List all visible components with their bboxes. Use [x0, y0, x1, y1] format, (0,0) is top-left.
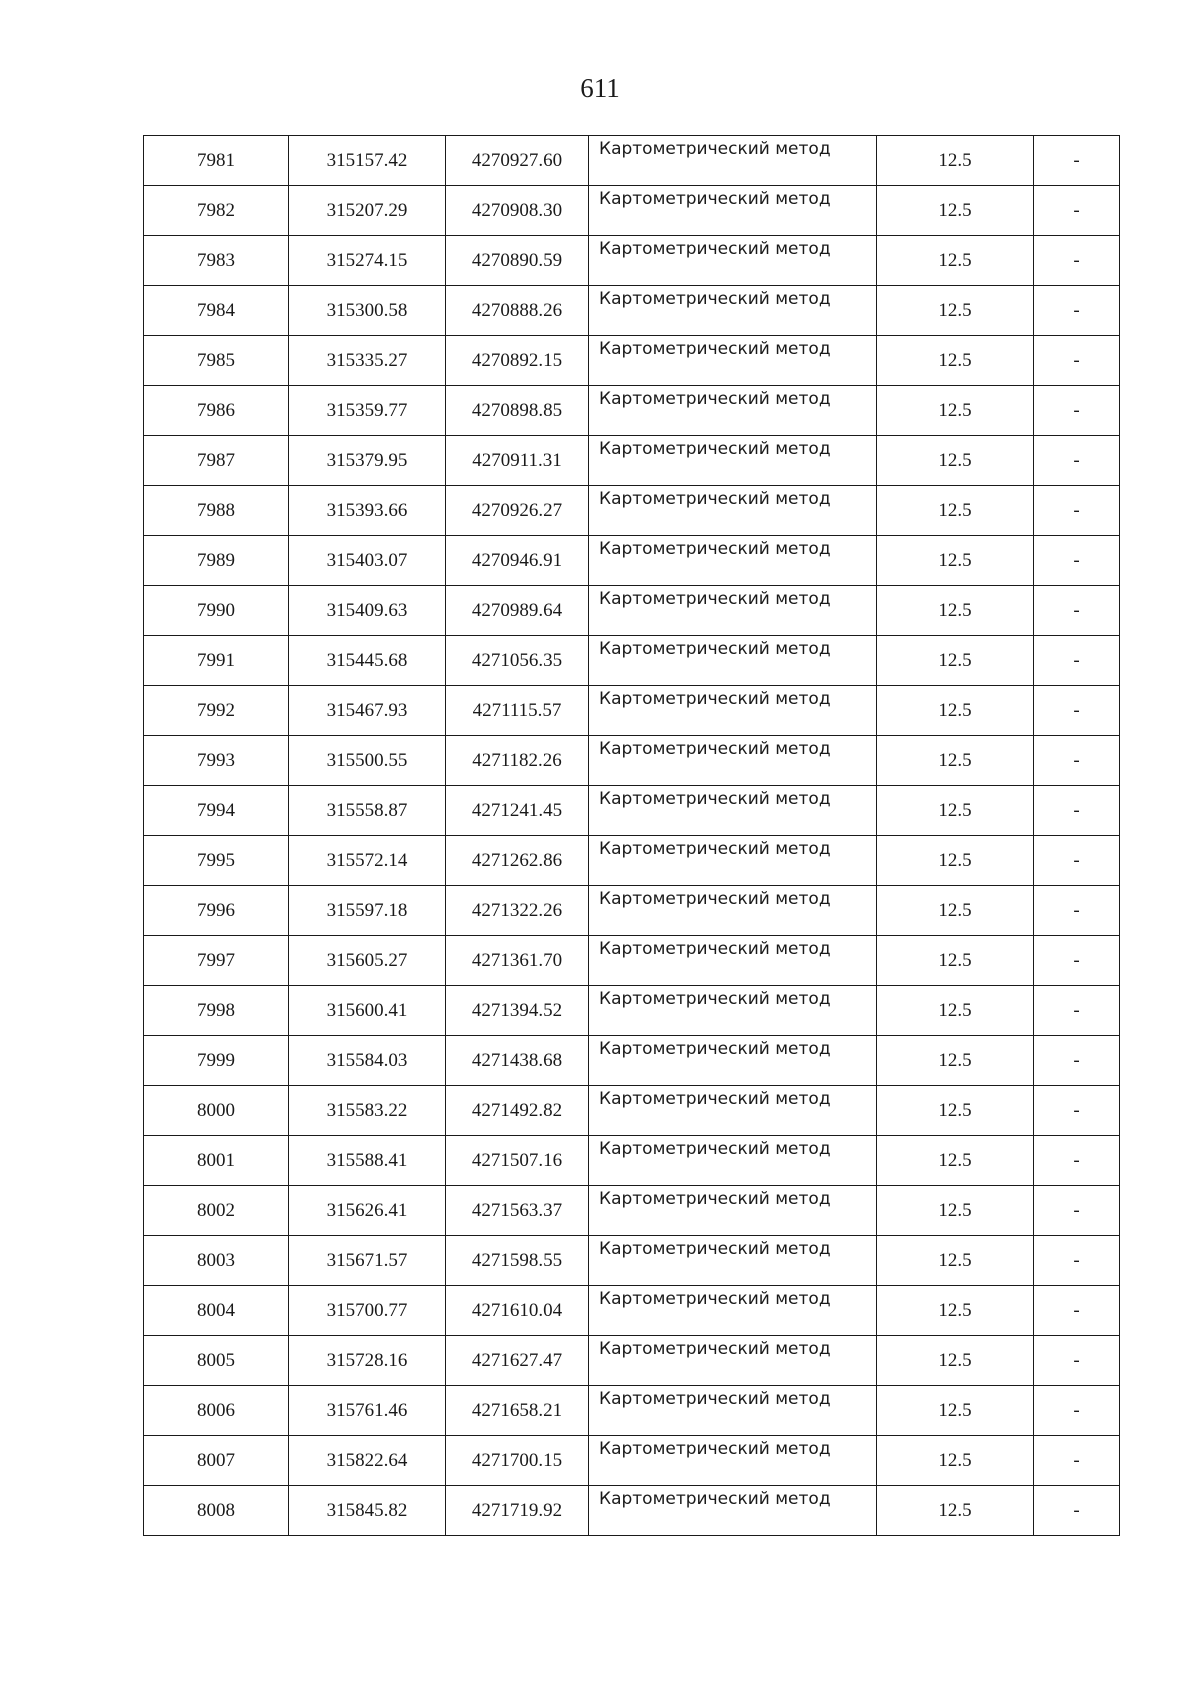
y-coordinate-cell: 4271262.86	[446, 836, 589, 886]
accuracy-cell: 12.5	[877, 536, 1034, 586]
table-row	[144, 336, 1120, 386]
note-cell: -	[1034, 986, 1120, 1036]
x-coordinate-cell: 315728.16	[289, 1336, 446, 1386]
point-number-cell: 8004	[144, 1286, 289, 1336]
point-number-cell: 8002	[144, 1186, 289, 1236]
y-coordinate-cell: 4270989.64	[446, 586, 589, 636]
y-coordinate-cell: 4270890.59	[446, 236, 589, 286]
y-coordinate-cell: 4271241.45	[446, 786, 589, 836]
method-cell: Картометрический метод	[589, 836, 877, 886]
x-coordinate-cell: 315403.07	[289, 536, 446, 586]
table-row	[144, 836, 1120, 886]
accuracy-cell: 12.5	[877, 436, 1034, 486]
method-cell: Картометрический метод	[589, 886, 877, 936]
point-number-cell: 7981	[144, 136, 289, 186]
point-number-cell: 7986	[144, 386, 289, 436]
table-row	[144, 136, 1120, 186]
accuracy-cell: 12.5	[877, 636, 1034, 686]
y-coordinate-cell: 4271322.26	[446, 886, 589, 936]
note-cell: -	[1034, 536, 1120, 586]
table-row	[144, 736, 1120, 786]
y-coordinate-cell: 4271115.57	[446, 686, 589, 736]
method-cell: Картометрический метод	[589, 736, 877, 786]
point-number-cell: 7990	[144, 586, 289, 636]
x-coordinate-cell: 315583.22	[289, 1086, 446, 1136]
y-coordinate-cell: 4271700.15	[446, 1436, 589, 1486]
table-row	[144, 1286, 1120, 1336]
point-number-cell: 7983	[144, 236, 289, 286]
note-cell: -	[1034, 286, 1120, 336]
point-number-cell: 8003	[144, 1236, 289, 1286]
y-coordinate-cell: 4271056.35	[446, 636, 589, 686]
table-row	[144, 1486, 1120, 1536]
accuracy-cell: 12.5	[877, 1286, 1034, 1336]
table-row	[144, 186, 1120, 236]
note-cell: -	[1034, 436, 1120, 486]
y-coordinate-cell: 4271361.70	[446, 936, 589, 986]
table-row	[144, 986, 1120, 1036]
method-cell: Картометрический метод	[589, 1186, 877, 1236]
table-row	[144, 686, 1120, 736]
method-cell: Картометрический метод	[589, 536, 877, 586]
x-coordinate-cell: 315558.87	[289, 786, 446, 836]
note-cell: -	[1034, 786, 1120, 836]
note-cell: -	[1034, 386, 1120, 436]
method-cell: Картометрический метод	[589, 1236, 877, 1286]
coordinates-table-body	[144, 136, 1120, 1536]
x-coordinate-cell: 315671.57	[289, 1236, 446, 1286]
y-coordinate-cell: 4271658.21	[446, 1386, 589, 1436]
x-coordinate-cell: 315300.58	[289, 286, 446, 336]
point-number-cell: 7987	[144, 436, 289, 486]
accuracy-cell: 12.5	[877, 186, 1034, 236]
note-cell: -	[1034, 836, 1120, 886]
note-cell: -	[1034, 736, 1120, 786]
method-cell: Картометрический метод	[589, 1086, 877, 1136]
method-cell: Картометрический метод	[589, 1436, 877, 1486]
method-cell: Картометрический метод	[589, 186, 877, 236]
point-number-cell: 7988	[144, 486, 289, 536]
method-cell: Картометрический метод	[589, 1336, 877, 1386]
x-coordinate-cell: 315597.18	[289, 886, 446, 936]
x-coordinate-cell: 315393.66	[289, 486, 446, 536]
x-coordinate-cell: 315761.46	[289, 1386, 446, 1436]
method-cell: Картометрический метод	[589, 1286, 877, 1336]
accuracy-cell: 12.5	[877, 286, 1034, 336]
point-number-cell: 7984	[144, 286, 289, 336]
point-number-cell: 8006	[144, 1386, 289, 1436]
accuracy-cell: 12.5	[877, 1336, 1034, 1386]
table-row	[144, 586, 1120, 636]
point-number-cell: 7985	[144, 336, 289, 386]
point-number-cell: 7999	[144, 1036, 289, 1086]
accuracy-cell: 12.5	[877, 1386, 1034, 1436]
accuracy-cell: 12.5	[877, 1436, 1034, 1486]
method-cell: Картометрический метод	[589, 786, 877, 836]
accuracy-cell: 12.5	[877, 786, 1034, 836]
y-coordinate-cell: 4271627.47	[446, 1336, 589, 1386]
note-cell: -	[1034, 486, 1120, 536]
note-cell: -	[1034, 1186, 1120, 1236]
accuracy-cell: 12.5	[877, 586, 1034, 636]
table-row	[144, 1186, 1120, 1236]
table-row	[144, 1036, 1120, 1086]
note-cell: -	[1034, 1436, 1120, 1486]
method-cell: Картометрический метод	[589, 336, 877, 386]
method-cell: Картометрический метод	[589, 1136, 877, 1186]
note-cell: -	[1034, 236, 1120, 286]
accuracy-cell: 12.5	[877, 386, 1034, 436]
table-row	[144, 386, 1120, 436]
y-coordinate-cell: 4270898.85	[446, 386, 589, 436]
x-coordinate-cell: 315822.64	[289, 1436, 446, 1486]
x-coordinate-cell: 315584.03	[289, 1036, 446, 1086]
note-cell: -	[1034, 936, 1120, 986]
table-row	[144, 286, 1120, 336]
note-cell: -	[1034, 1086, 1120, 1136]
x-coordinate-cell: 315605.27	[289, 936, 446, 986]
note-cell: -	[1034, 636, 1120, 686]
point-number-cell: 8007	[144, 1436, 289, 1486]
table-row	[144, 786, 1120, 836]
method-cell: Картометрический метод	[589, 1486, 877, 1536]
y-coordinate-cell: 4270926.27	[446, 486, 589, 536]
accuracy-cell: 12.5	[877, 686, 1034, 736]
accuracy-cell: 12.5	[877, 736, 1034, 786]
note-cell: -	[1034, 1136, 1120, 1186]
x-coordinate-cell: 315409.63	[289, 586, 446, 636]
table-row	[144, 536, 1120, 586]
x-coordinate-cell: 315157.42	[289, 136, 446, 186]
x-coordinate-cell: 315588.41	[289, 1136, 446, 1186]
y-coordinate-cell: 4271492.82	[446, 1086, 589, 1136]
x-coordinate-cell: 315335.27	[289, 336, 446, 386]
accuracy-cell: 12.5	[877, 1486, 1034, 1536]
table-row	[144, 236, 1120, 286]
x-coordinate-cell: 315572.14	[289, 836, 446, 886]
table-row	[144, 436, 1120, 486]
note-cell: -	[1034, 1236, 1120, 1286]
point-number-cell: 8000	[144, 1086, 289, 1136]
y-coordinate-cell: 4271507.16	[446, 1136, 589, 1186]
method-cell: Картометрический метод	[589, 936, 877, 986]
y-coordinate-cell: 4270927.60	[446, 136, 589, 186]
method-cell: Картометрический метод	[589, 686, 877, 736]
page-number: 611	[580, 73, 620, 103]
accuracy-cell: 12.5	[877, 1186, 1034, 1236]
point-number-cell: 7992	[144, 686, 289, 736]
x-coordinate-cell: 315626.41	[289, 1186, 446, 1236]
accuracy-cell: 12.5	[877, 1086, 1034, 1136]
note-cell: -	[1034, 1286, 1120, 1336]
y-coordinate-cell: 4271182.26	[446, 736, 589, 786]
point-number-cell: 7996	[144, 886, 289, 936]
y-coordinate-cell: 4270888.26	[446, 286, 589, 336]
table-row	[144, 1336, 1120, 1386]
point-number-cell: 7991	[144, 636, 289, 686]
method-cell: Картометрический метод	[589, 386, 877, 436]
point-number-cell: 7997	[144, 936, 289, 986]
table-row	[144, 1236, 1120, 1286]
accuracy-cell: 12.5	[877, 1036, 1034, 1086]
coordinates-table	[143, 135, 1120, 1536]
y-coordinate-cell: 4270908.30	[446, 186, 589, 236]
table-row	[144, 1136, 1120, 1186]
accuracy-cell: 12.5	[877, 886, 1034, 936]
note-cell: -	[1034, 1486, 1120, 1536]
note-cell: -	[1034, 586, 1120, 636]
y-coordinate-cell: 4271563.37	[446, 1186, 589, 1236]
y-coordinate-cell: 4270946.91	[446, 536, 589, 586]
accuracy-cell: 12.5	[877, 1236, 1034, 1286]
y-coordinate-cell: 4270892.15	[446, 336, 589, 386]
x-coordinate-cell: 315379.95	[289, 436, 446, 486]
method-cell: Картометрический метод	[589, 286, 877, 336]
y-coordinate-cell: 4271438.68	[446, 1036, 589, 1086]
y-coordinate-cell: 4271719.92	[446, 1486, 589, 1536]
method-cell: Картометрический метод	[589, 586, 877, 636]
accuracy-cell: 12.5	[877, 836, 1034, 886]
table-row	[144, 1436, 1120, 1486]
table-row	[144, 486, 1120, 536]
accuracy-cell: 12.5	[877, 136, 1034, 186]
method-cell: Картометрический метод	[589, 436, 877, 486]
table-row	[144, 1086, 1120, 1136]
point-number-cell: 7989	[144, 536, 289, 586]
x-coordinate-cell: 315600.41	[289, 986, 446, 1036]
x-coordinate-cell: 315359.77	[289, 386, 446, 436]
table-row	[144, 636, 1120, 686]
point-number-cell: 7993	[144, 736, 289, 786]
point-number-cell: 7995	[144, 836, 289, 886]
method-cell: Картометрический метод	[589, 1386, 877, 1436]
y-coordinate-cell: 4271394.52	[446, 986, 589, 1036]
accuracy-cell: 12.5	[877, 936, 1034, 986]
y-coordinate-cell: 4271598.55	[446, 1236, 589, 1286]
x-coordinate-cell: 315274.15	[289, 236, 446, 286]
x-coordinate-cell: 315445.68	[289, 636, 446, 686]
x-coordinate-cell: 315700.77	[289, 1286, 446, 1336]
note-cell: -	[1034, 686, 1120, 736]
table-row	[144, 886, 1120, 936]
accuracy-cell: 12.5	[877, 986, 1034, 1036]
method-cell: Картометрический метод	[589, 986, 877, 1036]
accuracy-cell: 12.5	[877, 336, 1034, 386]
point-number-cell: 8005	[144, 1336, 289, 1386]
note-cell: -	[1034, 336, 1120, 386]
x-coordinate-cell: 315467.93	[289, 686, 446, 736]
y-coordinate-cell: 4271610.04	[446, 1286, 589, 1336]
accuracy-cell: 12.5	[877, 1136, 1034, 1186]
method-cell: Картометрический метод	[589, 136, 877, 186]
point-number-cell: 7998	[144, 986, 289, 1036]
accuracy-cell: 12.5	[877, 486, 1034, 536]
note-cell: -	[1034, 1336, 1120, 1386]
x-coordinate-cell: 315500.55	[289, 736, 446, 786]
method-cell: Картометрический метод	[589, 236, 877, 286]
y-coordinate-cell: 4270911.31	[446, 436, 589, 486]
note-cell: -	[1034, 1036, 1120, 1086]
x-coordinate-cell: 315845.82	[289, 1486, 446, 1536]
note-cell: -	[1034, 886, 1120, 936]
point-number-cell: 7994	[144, 786, 289, 836]
point-number-cell: 7982	[144, 186, 289, 236]
table-row	[144, 936, 1120, 986]
point-number-cell: 8001	[144, 1136, 289, 1186]
note-cell: -	[1034, 186, 1120, 236]
table-row	[144, 1386, 1120, 1436]
note-cell: -	[1034, 136, 1120, 186]
method-cell: Картометрический метод	[589, 636, 877, 686]
accuracy-cell: 12.5	[877, 236, 1034, 286]
method-cell: Картометрический метод	[589, 486, 877, 536]
note-cell: -	[1034, 1386, 1120, 1436]
method-cell: Картометрический метод	[589, 1036, 877, 1086]
x-coordinate-cell: 315207.29	[289, 186, 446, 236]
point-number-cell: 8008	[144, 1486, 289, 1536]
